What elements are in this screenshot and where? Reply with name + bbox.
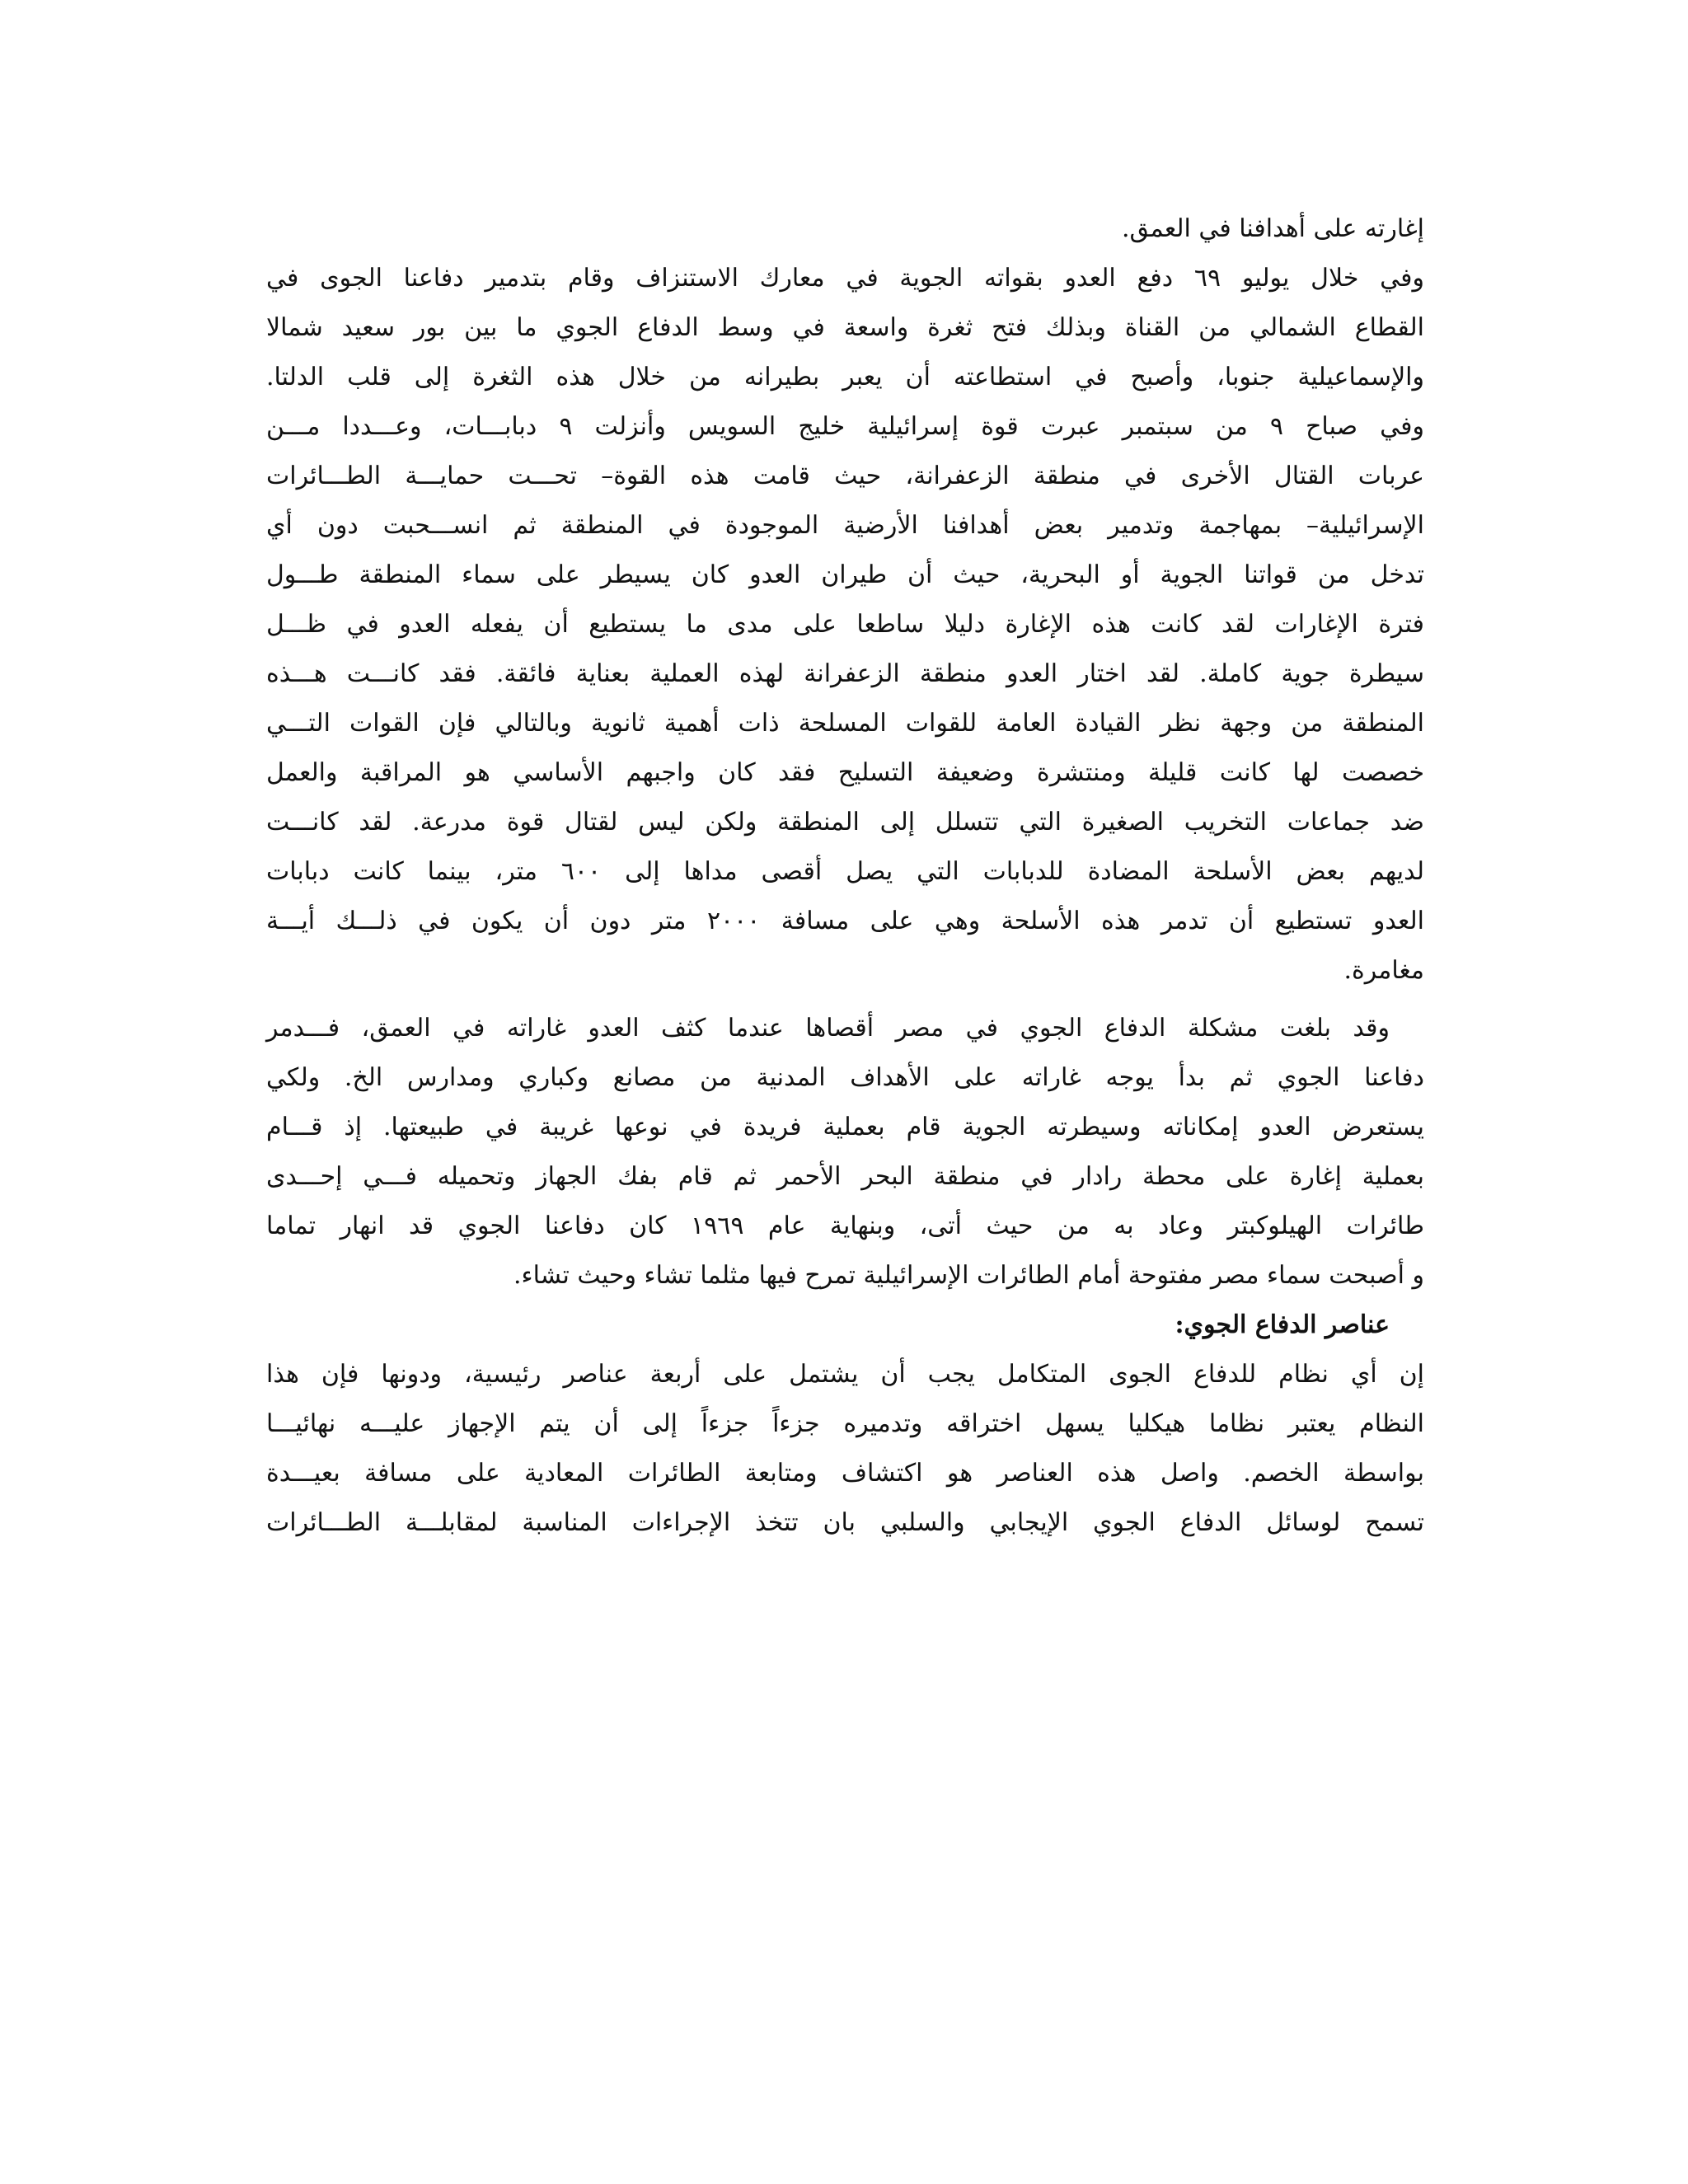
paragraph-1 xyxy=(266,204,1424,996)
text-line: لديهم بعض الأسلحة المضادة للدبابات التي يصل أقصى مداها إلى ٦٠٠ متر، بينما كانت دبابات xyxy=(266,857,1424,886)
text-line: خصصت لها كانت قليلة ومنتشرة وضعيفة التسليح فقد كان واجبهم الأساسي هو المراقبة والعمل xyxy=(266,758,1424,787)
text-line: العدو تستطيع أن تدمر هذه الأسلحة وهي على مسافة ٢٠٠٠ متر دون أن يكون في ذلـــك أيـــة xyxy=(266,907,1425,935)
text-line: تسمح لوسائل الدفاع الجوي الإيجابي والسلبي بان تتخذ الإجراءات المناسبة لمقابلـــة الطـــائرات xyxy=(266,1508,1424,1537)
text-line: المنطقة من وجهة نظر القيادة العامة للقوات المسلحة ذات أهمية ثانوية وبالتالي فإن القوات التـــي xyxy=(266,709,1424,738)
text-line: بعملية إغارة على محطة رادار في منطقة البحر الأحمر ثم قام بفك الجهاز وتحميله فـــي إحـــدى xyxy=(266,1162,1424,1191)
text-line: يستعرض العدو إمكاناته وسيطرته الجوية قام بعملية فريدة في نوعها غريبة في طبيعتها. إذ قـــام xyxy=(266,1113,1424,1141)
text-line: وفي صباح ٩ من سبتمبر عبرت قوة إسرائيلية خليج السويس وأنزلت ٩ دبابـــات، وعـــددا مـــن xyxy=(266,412,1425,441)
document-body xyxy=(266,204,1424,1548)
text-line: فترة الإغارات لقد كانت هذه الإغارة دليلا ساطعا على مدى ما يستطيع أن يفعله العدو في ظـــل xyxy=(266,610,1424,639)
text-line: مغامرة. xyxy=(1343,956,1424,985)
text-line: والإسماعيلية جنوبا، وأصبح في استطاعته أن يعبر بطيرانه من خلال هذه الثغرة إلى قلب الدلتا. xyxy=(266,363,1424,391)
text-line: النظام يعتبر نظاما هيكليا يسهل اختراقه وتدميره جزءاً جزءاً إلى أن يتم الإجهاز عليـــه نهائيـــا xyxy=(266,1409,1424,1438)
text-line: تدخل من قواتنا الجوية أو البحرية، حيث أن طيران العدو كان يسيطر على سماء المنطقة طـــول xyxy=(266,560,1424,589)
text-line: القطاع الشمالي من القناة وبذلك فتح ثغرة واسعة في وسط الدفاع الجوي ما بين بور سعيد شمالا xyxy=(266,313,1424,342)
text-line: و أصبحت سماء مصر مفتوحة أمام الطائرات الإسرائيلية تمرح فيها مثلما تشاء وحيث تشاء. xyxy=(513,1261,1424,1290)
text-line: إغارته على أهدافنا في العمق. xyxy=(1121,214,1424,243)
text-line: دفاعنا الجوي ثم بدأ يوجه غاراته على الأهداف المدنية من مصانع وكباري ومدارس الخ. ولكي xyxy=(266,1063,1424,1092)
paragraph-3 xyxy=(266,1350,1424,1548)
text-line: وفي خلال يوليو ٦٩ دفع العدو بقواته الجوية في معارك الاستنزاف وقام بتدمير دفاعنا الجوى في xyxy=(266,264,1424,293)
paragraph-spacer xyxy=(266,996,1424,1004)
text-line: الإسرائيلية– بمهاجمة وتدمير بعض أهدافنا الأرضية الموجودة في المنطقة ثم انســـحبت دون أي xyxy=(266,511,1424,540)
text-line: وقد بلغت مشكلة الدفاع الجوي في مصر أقصاها عندما كثف العدو غاراته في العمق، فـــدمر xyxy=(266,1014,1390,1043)
text-line: عربات القتال الأخرى في منطقة الزعفرانة، حيث قامت هذه القوة– تحـــت حمايـــة الطـــائرات xyxy=(266,462,1424,490)
text-line: إن أي نظام للدفاع الجوى المتكامل يجب أن يشتمل على أربعة عناصر رئيسية، ودونها فإن هذا xyxy=(266,1360,1424,1389)
text-line: طائرات الهيلوكبتر وعاد به من حيث أتى، وبنهاية عام ١٩٦٩ كان دفاعنا الجوي قد انهار تماما xyxy=(266,1212,1424,1240)
paragraph-2 xyxy=(266,1004,1424,1301)
text-line: سيطرة جوية كاملة. لقد اختار العدو منطقة الزعفرانة لهذه العملية بعناية فائقة. فقد كانـــت هـــذه xyxy=(266,659,1425,688)
text-line: ضد جماعات التخريب الصغيرة التي تتسلل إلى المنطقة ولكن ليس لقتال قوة مدرعة. لقد كانـــت xyxy=(266,808,1424,837)
section-heading: عناصر الدفاع الجوي: xyxy=(1175,1310,1390,1339)
text-line: بواسطة الخصم. واصل هذه العناصر هو اكتشاف ومتابعة الطائرات المعادية على مسافة بعيـــدة xyxy=(266,1459,1424,1488)
